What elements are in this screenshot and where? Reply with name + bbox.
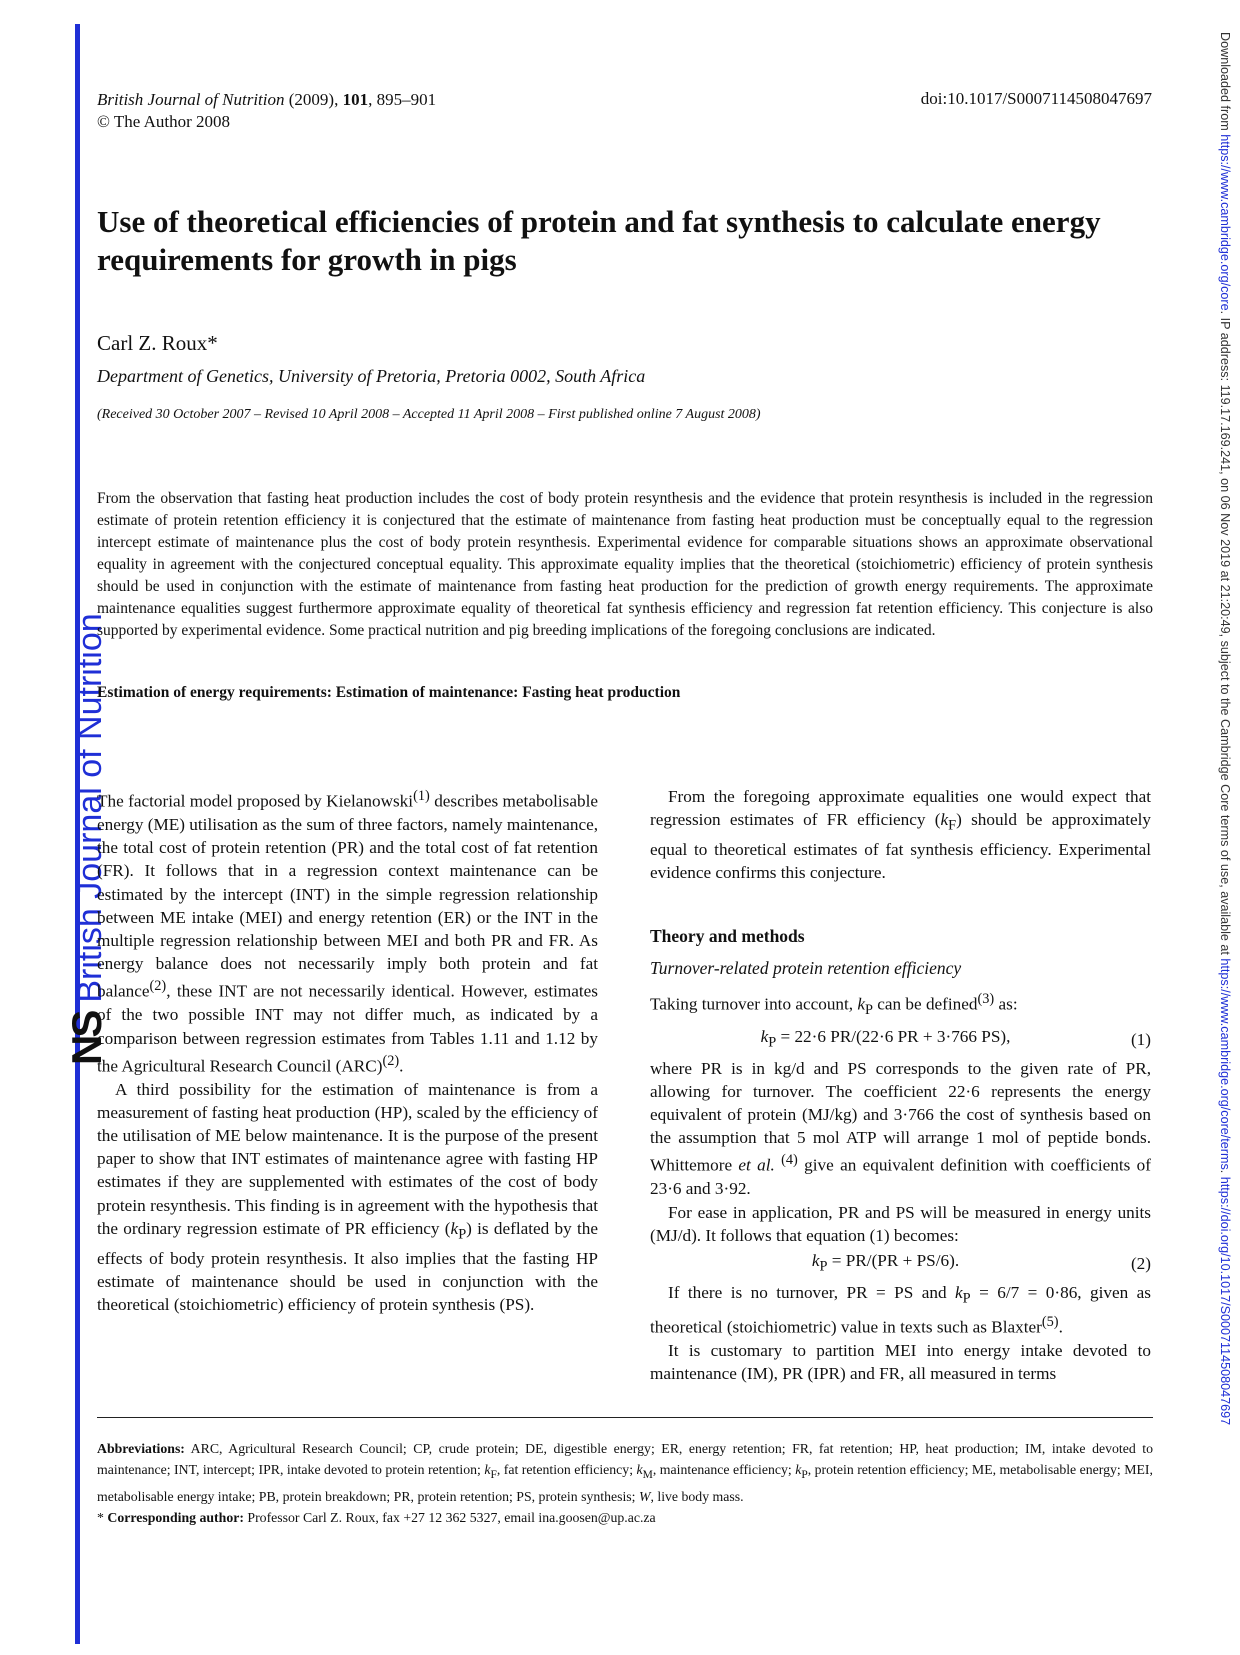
equation-2: $k_P = PR/(PR + PS/6)$. (2) — [811, 1251, 1151, 1275]
abstract: From the observation that fasting heat production includes the cost of body protein resynthesis and the evidence that protein resynthesis is included in the regression estimate of protein retention efficiency it is conjectured that the estimate of maintenance from fasting heat production must be conceptually equal to the regression intercept estimate of maintenance plus the cost of body protein resynthesis. Experimental evidence for comparable situations shows an approximate observational equality in agreement with the conjectured conceptual equality. This approximate equality implies that the theoretical (stoichiometric) efficiency of protein synthesis should be used in conjunction with the estimate of maintenance from fasting heat production for the prediction of growth energy requirements. The approximate maintenance equalities suggest furthermore approximate equality of theoretical fat synthesis efficiency and regression fat retention efficiency. This conjecture is also supported by experimental evidence. Some practical nutrition and pig breeding implications of the foregoing conclusions are indicated. — [97, 490, 1153, 639]
doi: doi:10.1017/S0007114508047697 — [920, 89, 1152, 108]
keywords: Estimation of energy requirements: Estimation of maintenance: Fasting heat production — [97, 684, 681, 701]
paragraph: For ease in application, PR and PS will be measured in energy units (MJ/d). It follows that equation (1) becomes: — [650, 1202, 1151, 1245]
paragraph: It is customary to partition MEI into energy intake devoted to maintenance (IM), PR (IPR) and FR, all measured in terms — [650, 1340, 1151, 1383]
journal-logo: NS — [63, 1012, 110, 1065]
equation-number: (1) — [1130, 1030, 1151, 1050]
paragraph: where PR is in kg/d and PS corresponds to the given rate of PR, allowing for turnover. The coefficient 22·6 represents the energy equivalent of protein (MJ/kg) and 3·766 the cost of synthesis based on the assumption that 5 mol ATP will arrange 1 mol of peptide bonds. Whittemore et al. $^{(4)}$ give an equivalent definition with coefficients of 23·6 and 3·92. — [650, 1058, 1151, 1199]
section-heading: Theory and methods — [650, 926, 805, 947]
journal-citation: British Journal of Nutrition (2009), 101, 895–901 © The Author 2008 — [97, 90, 437, 131]
journal-sidebar — [0, 0, 110, 1655]
affiliation: Department of Genetics, University of Pretoria, Pretoria 0002, South Africa — [97, 366, 646, 386]
body-left-column — [97, 785, 598, 1316]
paragraph: Taking turnover into account, $k_P$ can be defined$^{(3)}$ as: — [650, 991, 1018, 1019]
paragraph: The factorial model proposed by Kielanowski$^{(1)}$ describes metabolisable energy (ME) utilisation as the sum of three factors, namely maintenance, the total cost of protein retention (PR) and the total cost of fat retention (FR). It follows that in a regression context maintenance can be estimated by the intercept (INT) in the simple regression relationship between ME intake (MEI) and energy retention (ER) or the INT in the multiple regression relationship between MEI and both PR and FR. As energy balance does not necessarily imply both protein and fat balance$^{(2)}$, these INT are not necessarily identical. However, estimates of the two possible INT may not differ much, as indicated by a comparison between regression estimates from Tables 1.11 and 1.12 by the Agricultural Research Council (ARC)$^{(2)}$. — [97, 788, 599, 1076]
paragraph: If there is no turnover, PR = PS and $k_P = 6/7 = 0\cdot 86$, given as theoretical (stoichiometric) value in texts such as Blaxter$^{(5)}$. — [650, 1282, 1151, 1337]
doi-link[interactable]: https://doi.org/10.1017/S0007114508047697 — [1218, 1176, 1232, 1426]
equation-number: (2) — [1130, 1254, 1151, 1274]
received-dates: (Received 30 October 2007 – Revised 10 April 2008 – Accepted 11 April 2008 – First published online 7 August 2008) — [97, 407, 761, 422]
subsection-heading: Turnover-related protein retention efficiency — [650, 958, 962, 979]
copyright: © The Author 2008 — [97, 112, 231, 131]
journal-name-vertical: British Journal of Nutrition — [71, 613, 109, 1003]
footnote-divider — [97, 1417, 1153, 1418]
corresponding-author-footnote: * Corresponding author: Professor Carl Z. Roux, fax +27 12 362 5327, email ina.goosen@up.ac.za — [97, 1509, 656, 1525]
cambridge-core-link[interactable]: https://www.cambridge.org/core — [1218, 134, 1232, 311]
equation-1: $k_P = 22\cdot 6$ PR/(22·6 PR + 3·766 PS), (1) — [760, 1026, 1151, 1051]
footnotes — [97, 1438, 1153, 1528]
body-right-column — [650, 785, 1151, 1385]
paragraph: From the foregoing approximate equalities one would expect that regression estimates of FR efficiency $(k_F)$ should be approximately equal to theoretical estimates of fat synthesis efficiency. Experimental evidence confirms this conjecture. — [650, 787, 1151, 883]
download-note: Downloaded from https://www.cambridge.org/core. IP address: 119.17.169.241, on 06 Nov 2019 at 21:20:49, subject to the Cambridge Core terms of use, available at https://www.cambridge.org/core/terms. https://doi.org/10.1017/S0007114508047697 — [1218, 32, 1232, 1426]
paragraph: A third possibility for the estimation of maintenance is from a measurement of fasting heat production (HP), scaled by the efficiency of the utilisation of ME below maintenance. It is the purpose of the present paper to show that INT estimates of maintenance agree with fasting HP estimates if they are supplemented with estimates of the cost of body protein resynthesis. This finding is in agreement with the hypothesis that the ordinary regression estimate of PR efficiency $(k_P)$ is deflated by the effects of body protein resynthesis. It also implies that the fasting HP estimate of maintenance should be used in conjunction with the theoretical (stoichiometric) efficiency of protein synthesis (PS). — [97, 1079, 598, 1314]
author: Carl Z. Roux* — [97, 331, 218, 355]
abbreviations-footnote: Abbreviations: ARC, Agricultural Research Council; CP, crude protein; DE, digestible energy; ER, energy retention; FR, fat retention; HP, heat production; IM, intake devoted to maintenance; INT, intercept; IPR, intake devoted to protein retention; $k_F$, fat retention efficiency; $k_M$, maintenance efficiency; $k_P$, protein retention efficiency; ME, metabolisable energy; MEI, metabolisable energy intake; PB, protein breakdown; PR, protein retention; PS, protein synthesis; W, live body mass. — [97, 1441, 1153, 1504]
article-title: Use of theoretical efficiencies of protein and fat synthesis to calculate energy requirements for growth in pigs — [97, 204, 1101, 277]
terms-link[interactable]: https://www.cambridge.org/core/terms — [1218, 958, 1232, 1170]
